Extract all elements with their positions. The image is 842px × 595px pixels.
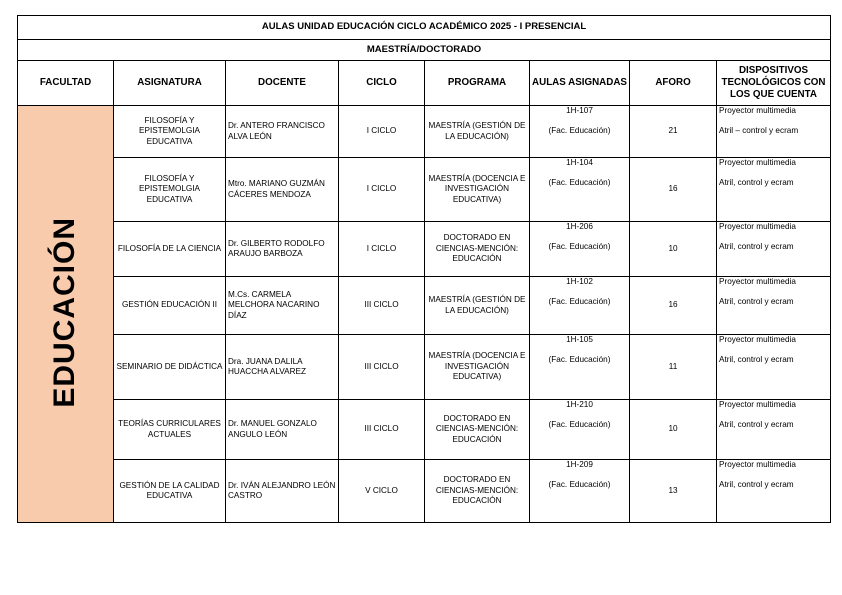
dispositivo-1: Proyector multimedia <box>719 222 796 231</box>
document-subtitle: MAESTRÍA/DOCTORADO <box>18 40 831 61</box>
ciclo-cell: III CICLO <box>339 277 425 335</box>
aula-faculty: (Fac. Educación) <box>548 296 611 306</box>
aula-cell <box>530 460 630 523</box>
title-row <box>18 16 831 40</box>
aula-code: 1H-102 <box>566 277 593 286</box>
document-title: AULAS UNIDAD EDUCACIÓN CICLO ACADÉMICO 2025 - I PRESENCIAL <box>18 16 831 40</box>
docente-cell: Dr. GILBERTO RODOLFO ARAUJO BARBOZA <box>226 222 339 277</box>
docente-cell: M.Cs. CARMELA MELCHORA NACARINO DÍAZ <box>226 277 339 335</box>
dispositivo-2: Atril, control y ecram <box>719 177 794 187</box>
ciclo-cell: III CICLO <box>339 335 425 400</box>
aforo-cell: 11 <box>630 335 717 400</box>
header-ciclo: CICLO <box>339 61 425 106</box>
asignatura-cell: TEORÍAS CURRICULARES ACTUALES <box>114 400 226 460</box>
docente-cell: Dra. JUANA DALILA HUACCHA ALVAREZ <box>226 335 339 400</box>
header-aforo: AFORO <box>630 61 717 106</box>
aula-code: 1H-105 <box>566 335 593 344</box>
aula-cell <box>530 277 630 335</box>
aula-faculty: (Fac. Educación) <box>548 479 611 489</box>
programa-cell: MAESTRÍA (DOCENCIA E INVESTIGACIÓN EDUCATIVA) <box>425 335 530 400</box>
programa-cell: MAESTRÍA (GESTIÓN DE LA EDUCACIÓN) <box>425 106 530 158</box>
header-facultad: FACULTAD <box>18 61 114 106</box>
aula-faculty: (Fac. Educación) <box>548 177 611 187</box>
aula-cell <box>530 106 630 158</box>
ciclo-cell: V CICLO <box>339 460 425 523</box>
aforo-cell: 10 <box>630 400 717 460</box>
dispositivos-cell <box>717 335 831 400</box>
asignatura-cell: FILOSOFÍA Y EPISTEMOLGIA EDUCATIVA <box>114 158 226 222</box>
ciclo-cell: I CICLO <box>339 222 425 277</box>
table-row <box>18 158 831 222</box>
aula-faculty: (Fac. Educación) <box>548 354 611 364</box>
aula-cell <box>530 400 630 460</box>
asignatura-cell: SEMINARIO DE DIDÁCTICA <box>114 335 226 400</box>
table-row <box>18 335 831 400</box>
aula-code: 1H-210 <box>566 400 593 409</box>
aula-code: 1H-206 <box>566 222 593 231</box>
aula-code: 1H-107 <box>566 106 593 115</box>
programa-cell: DOCTORADO EN CIENCIAS-MENCIÓN: EDUCACIÓN <box>425 460 530 523</box>
dispositivo-1: Proyector multimedia <box>719 335 796 344</box>
docente-cell: Dr. MANUEL GONZALO ANGULO LEÓN <box>226 400 339 460</box>
dispositivo-2: Atril, control y ecram <box>719 354 794 364</box>
dispositivos-cell <box>717 158 831 222</box>
docente-cell: Dr. IVÁN ALEJANDRO LEÓN CASTRO <box>226 460 339 523</box>
dispositivo-1: Proyector multimedia <box>719 106 796 115</box>
aforo-cell: 16 <box>630 158 717 222</box>
aforo-cell: 10 <box>630 222 717 277</box>
docente-cell: Mtro. MARIANO GUZMÁN CÁCERES MENDOZA <box>226 158 339 222</box>
programa-cell: MAESTRÍA (DOCENCIA E INVESTIGACIÓN EDUCATIVA) <box>425 158 530 222</box>
programa-cell: DOCTORADO EN CIENCIAS-MENCIÓN: EDUCACIÓN <box>425 222 530 277</box>
aula-faculty: (Fac. Educación) <box>548 241 611 251</box>
dispositivo-1: Proyector multimedia <box>719 277 796 286</box>
dispositivo-1: Proyector multimedia <box>719 400 796 409</box>
dispositivo-1: Proyector multimedia <box>719 460 796 469</box>
subtitle-row <box>18 40 831 61</box>
aula-cell <box>530 222 630 277</box>
dispositivo-2: Atril – control y ecram <box>719 125 799 135</box>
header-aulas: AULAS ASIGNADAS <box>530 61 630 106</box>
dispositivos-cell <box>717 460 831 523</box>
header-dispositivos: DISPOSITIVOS TECNOLÓGICOS CON LOS QUE CUENTA <box>717 61 831 106</box>
table-body <box>18 106 831 523</box>
docente-cell: Dr. ANTERO FRANCISCO ALVA LEÓN <box>226 106 339 158</box>
header-row <box>18 61 831 106</box>
dispositivo-2: Atril, control y ecram <box>719 479 794 489</box>
table-row <box>18 106 831 158</box>
aula-cell <box>530 335 630 400</box>
programa-cell: MAESTRÍA (GESTIÓN DE LA EDUCACIÓN) <box>425 277 530 335</box>
aula-code: 1H-104 <box>566 158 593 167</box>
aula-code: 1H-209 <box>566 460 593 469</box>
dispositivo-1: Proyector multimedia <box>719 158 796 167</box>
facultad-cell <box>18 106 114 523</box>
asignatura-cell: GESTIÓN DE LA CALIDAD EDUCATIVA <box>114 460 226 523</box>
dispositivos-cell <box>717 277 831 335</box>
header-programa: PROGRAMA <box>425 61 530 106</box>
dispositivo-2: Atril, control y ecram <box>719 241 794 251</box>
dispositivos-cell <box>717 106 831 158</box>
aforo-cell: 16 <box>630 277 717 335</box>
asignatura-cell: FILOSOFÍA Y EPISTEMOLGIA EDUCATIVA <box>114 106 226 158</box>
dispositivos-cell <box>717 400 831 460</box>
ciclo-cell: I CICLO <box>339 106 425 158</box>
table-row <box>18 277 831 335</box>
facultad-label: EDUCACIÓN <box>48 216 82 408</box>
asignatura-cell: GESTIÓN EDUCACIÓN II <box>114 277 226 335</box>
dispositivo-2: Atril, control y ecram <box>719 419 794 429</box>
table-row <box>18 400 831 460</box>
asignatura-cell: FILOSOFÍA DE LA CIENCIA <box>114 222 226 277</box>
ciclo-cell: III CICLO <box>339 400 425 460</box>
aula-faculty: (Fac. Educación) <box>548 125 611 135</box>
aula-faculty: (Fac. Educación) <box>548 419 611 429</box>
aforo-cell: 21 <box>630 106 717 158</box>
header-asignatura: ASIGNATURA <box>114 61 226 106</box>
aforo-cell: 13 <box>630 460 717 523</box>
header-docente: DOCENTE <box>226 61 339 106</box>
dispositivos-cell <box>717 222 831 277</box>
table-row <box>18 460 831 523</box>
aula-cell <box>530 158 630 222</box>
schedule-table <box>17 15 831 523</box>
programa-cell: DOCTORADO EN CIENCIAS-MENCIÓN: EDUCACIÓN <box>425 400 530 460</box>
table-row <box>18 222 831 277</box>
dispositivo-2: Atril, control y ecram <box>719 296 794 306</box>
ciclo-cell: I CICLO <box>339 158 425 222</box>
